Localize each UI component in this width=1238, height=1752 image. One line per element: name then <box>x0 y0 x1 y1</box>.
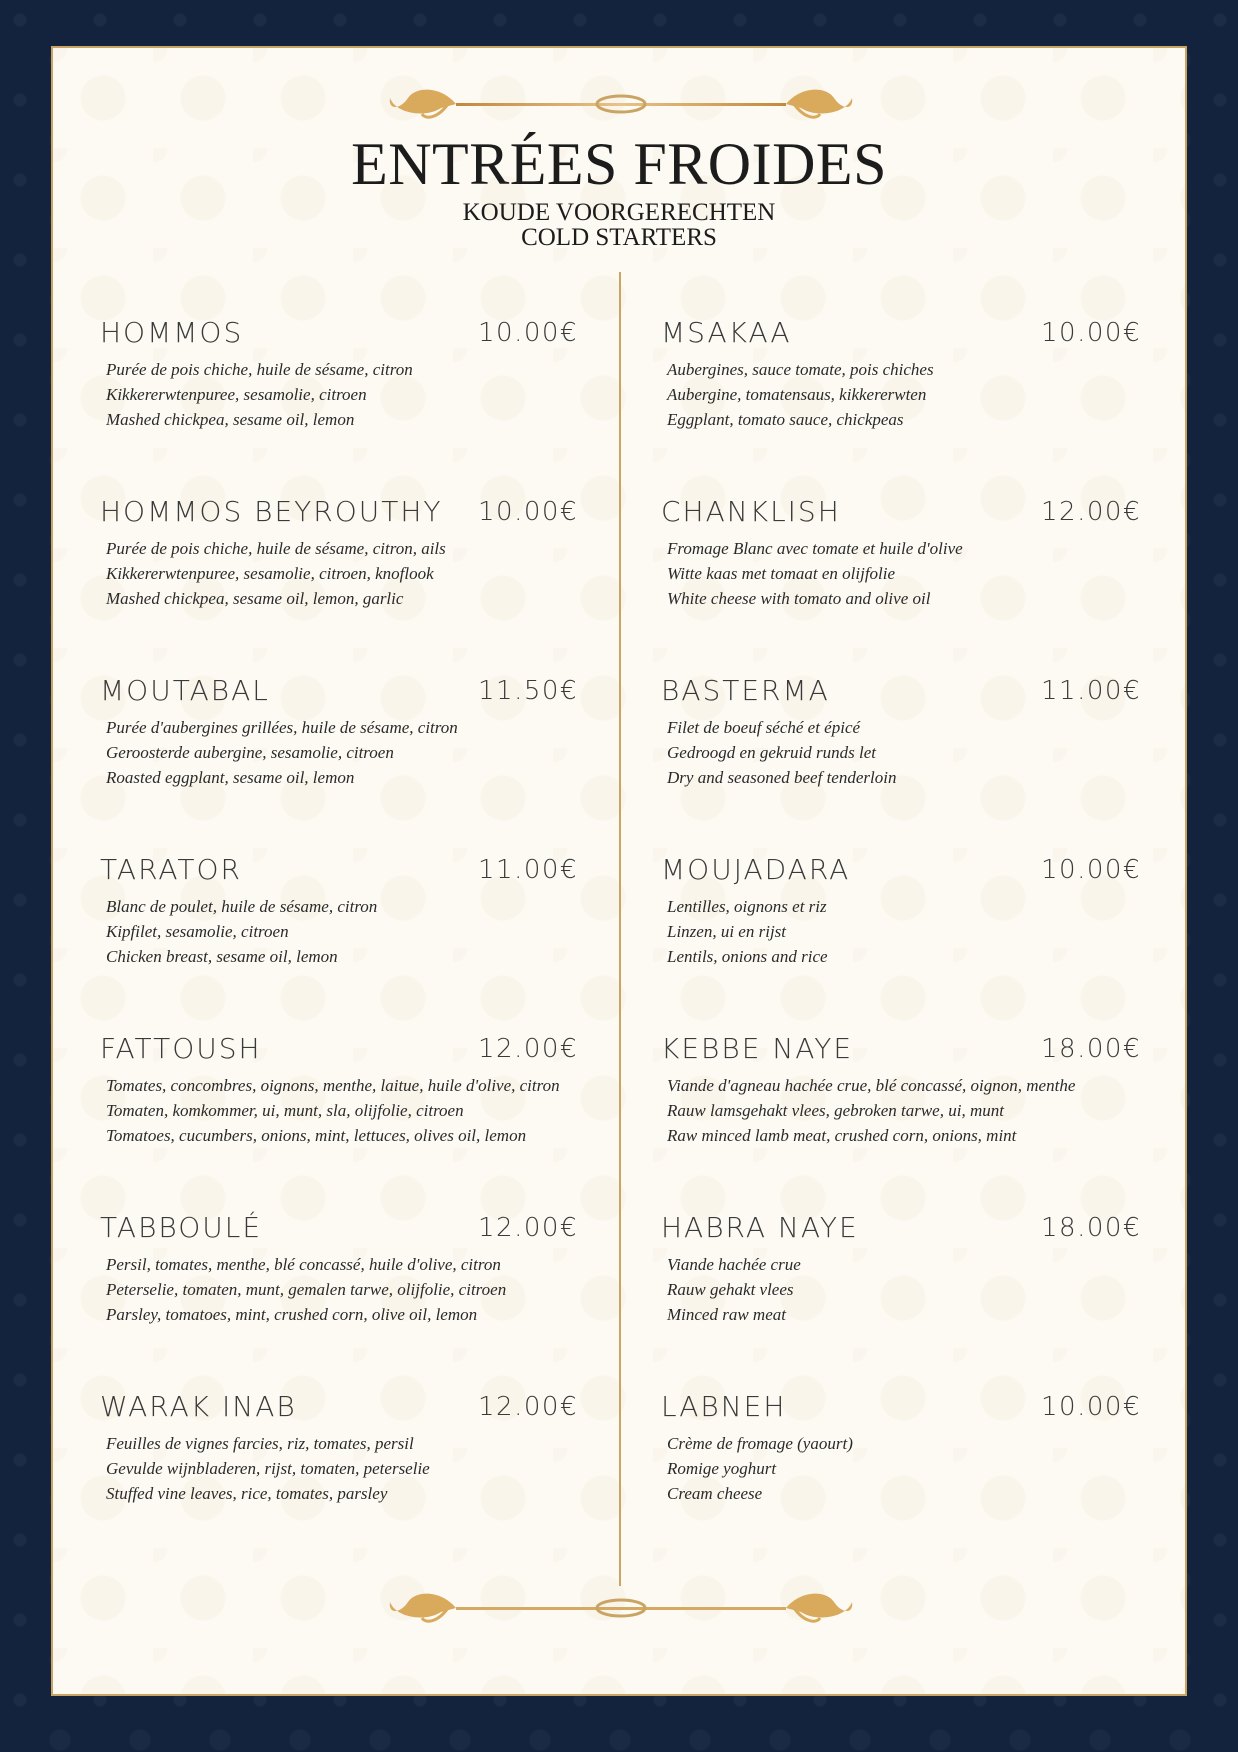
description-english: Minced raw meat <box>667 1305 786 1324</box>
menu-item <box>661 1032 1141 1182</box>
item-description <box>667 536 1141 611</box>
item-price: 10.00€ <box>1041 855 1141 885</box>
menu-item <box>661 495 1141 645</box>
item-price: 12.00€ <box>1041 497 1141 527</box>
description-french: Tomates, concombres, oignons, menthe, laitue, huile d'olive, citron <box>106 1076 560 1095</box>
description-english: Lentils, onions and rice <box>667 947 828 966</box>
item-name: HOMMOS <box>100 316 244 349</box>
item-name: WARAK INAB <box>100 1390 297 1423</box>
description-dutch: Kipfilet, sesamolie, citroen <box>106 922 289 941</box>
item-price: 18.00€ <box>1041 1213 1141 1243</box>
description-english: White cheese with tomato and olive oil <box>667 589 931 608</box>
description-english: Stuffed vine leaves, rice, tomates, parsley <box>106 1484 388 1503</box>
description-dutch: Peterselie, tomaten, munt, gemalen tarwe, olijfolie, citroen <box>106 1280 507 1299</box>
description-french: Filet de boeuf séché et épicé <box>667 718 861 737</box>
item-name: MOUTABAL <box>100 674 270 707</box>
item-price: 10.00€ <box>1041 1392 1141 1422</box>
item-description <box>106 1252 578 1327</box>
item-price: 12.00€ <box>478 1034 578 1064</box>
item-description <box>106 1431 578 1506</box>
item-description <box>667 1073 1141 1148</box>
menu-page <box>51 46 1187 1696</box>
menu-item <box>100 674 578 824</box>
item-description <box>667 1252 1141 1327</box>
column-divider <box>619 272 621 1586</box>
description-english: Raw minced lamb meat, crushed corn, onions, mint <box>667 1126 1017 1145</box>
description-english: Dry and seasoned beef tenderloin <box>667 768 897 787</box>
description-french: Crème de fromage (yaourt) <box>667 1434 853 1453</box>
description-dutch: Gedroogd en gekruid runds let <box>667 743 877 762</box>
menu-item <box>100 316 578 466</box>
description-french: Purée de pois chiche, huile de sésame, citron, ails <box>106 539 446 558</box>
description-french: Lentilles, oignons et riz <box>667 897 827 916</box>
description-dutch: Geroosterde aubergine, sesamolie, citroen <box>106 743 394 762</box>
item-price: 10.00€ <box>478 497 578 527</box>
menu-item <box>100 853 578 1003</box>
item-price: 10.00€ <box>1041 318 1141 348</box>
page-subtitle-english: COLD STARTERS <box>521 224 717 251</box>
item-name: HABRA NAYE <box>661 1211 859 1244</box>
description-french: Aubergines, sauce tomate, pois chiches <box>667 360 934 379</box>
description-french: Fromage Blanc avec tomate et huile d'olive <box>667 539 963 558</box>
menu-item <box>100 1390 578 1540</box>
description-french: Blanc de poulet, huile de sésame, citron <box>106 897 378 916</box>
item-description <box>106 1073 578 1148</box>
item-price: 10.00€ <box>478 318 578 348</box>
menu-item <box>100 1032 578 1182</box>
description-dutch: Rauw lamsgehakt vlees, gebroken tarwe, ui, munt <box>667 1101 1004 1120</box>
menu-item <box>661 1211 1141 1361</box>
menu-item <box>661 316 1141 466</box>
description-dutch: Witte kaas met tomaat en olijfolie <box>667 564 896 583</box>
page-subtitle-dutch: KOUDE VOORGERECHTEN <box>462 199 776 226</box>
item-name: CHANKLISH <box>661 495 841 528</box>
page-title: ENTRÉES FROIDES <box>351 131 887 197</box>
description-dutch: Rauw gehakt vlees <box>667 1280 794 1299</box>
description-dutch: Romige yoghurt <box>667 1459 777 1478</box>
description-dutch: Kikkererwtenpuree, sesamolie, citroen <box>106 385 367 404</box>
item-price: 11.50€ <box>478 676 578 706</box>
item-name: FATTOUSH <box>100 1032 262 1065</box>
item-name: KEBBE NAYE <box>661 1032 854 1065</box>
description-dutch: Gevulde wijnbladeren, rijst, tomaten, peterselie <box>106 1459 430 1478</box>
description-english: Mashed chickpea, sesame oil, lemon, garlic <box>106 589 404 608</box>
item-description <box>106 357 578 432</box>
item-name: LABNEH <box>661 1390 787 1423</box>
item-price: 12.00€ <box>478 1213 578 1243</box>
item-name: MOUJADARA <box>661 853 851 886</box>
item-description <box>667 357 1141 432</box>
description-english: Tomatoes, cucumbers, onions, mint, lettuces, olives oil, lemon <box>106 1126 527 1145</box>
description-french: Persil, tomates, menthe, blé concassé, huile d'olive, citron <box>106 1255 501 1274</box>
item-name: TARATOR <box>100 853 242 886</box>
description-english: Roasted eggplant, sesame oil, lemon <box>106 768 355 787</box>
description-french: Feuilles de vignes farcies, riz, tomates, persil <box>106 1434 414 1453</box>
item-price: 11.00€ <box>478 855 578 885</box>
item-name: HOMMOS BEYROUTHY <box>100 495 443 528</box>
description-french: Purée d'aubergines grillées, huile de sésame, citron <box>106 718 458 737</box>
description-english: Mashed chickpea, sesame oil, lemon <box>106 410 355 429</box>
item-price: 18.00€ <box>1041 1034 1141 1064</box>
description-french: Viande hachée crue <box>667 1255 801 1274</box>
item-name: TABBOULÉ <box>100 1211 263 1244</box>
menu-item <box>661 853 1141 1003</box>
description-english: Chicken breast, sesame oil, lemon <box>106 947 338 966</box>
item-name: MSAKAA <box>661 316 792 349</box>
item-description <box>667 1431 1141 1506</box>
item-description <box>106 715 578 790</box>
item-price: 11.00€ <box>1041 676 1141 706</box>
description-french: Purée de pois chiche, huile de sésame, citron <box>106 360 413 379</box>
item-description <box>667 715 1141 790</box>
item-description <box>667 894 1141 969</box>
item-description <box>106 894 578 969</box>
description-dutch: Tomaten, komkommer, ui, munt, sla, olijfolie, citroen <box>106 1101 464 1120</box>
item-name: BASTERMA <box>661 674 830 707</box>
menu-item <box>661 674 1141 824</box>
description-english: Cream cheese <box>667 1484 763 1503</box>
item-price: 12.00€ <box>478 1392 578 1422</box>
menu-item <box>100 1211 578 1361</box>
menu-item <box>661 1390 1141 1540</box>
description-french: Viande d'agneau hachée crue, blé concassé, oignon, menthe <box>667 1076 1076 1095</box>
description-english: Parsley, tomatoes, mint, crushed corn, olive oil, lemon <box>106 1305 478 1324</box>
description-dutch: Aubergine, tomatensaus, kikkererwten <box>667 385 927 404</box>
description-dutch: Linzen, ui en rijst <box>667 922 787 941</box>
menu-item <box>100 495 578 645</box>
description-english: Eggplant, tomato sauce, chickpeas <box>667 410 904 429</box>
description-dutch: Kikkererwtenpuree, sesamolie, citroen, knoflook <box>106 564 434 583</box>
item-description <box>106 536 578 611</box>
bottom-ornament-icon <box>386 1588 856 1658</box>
